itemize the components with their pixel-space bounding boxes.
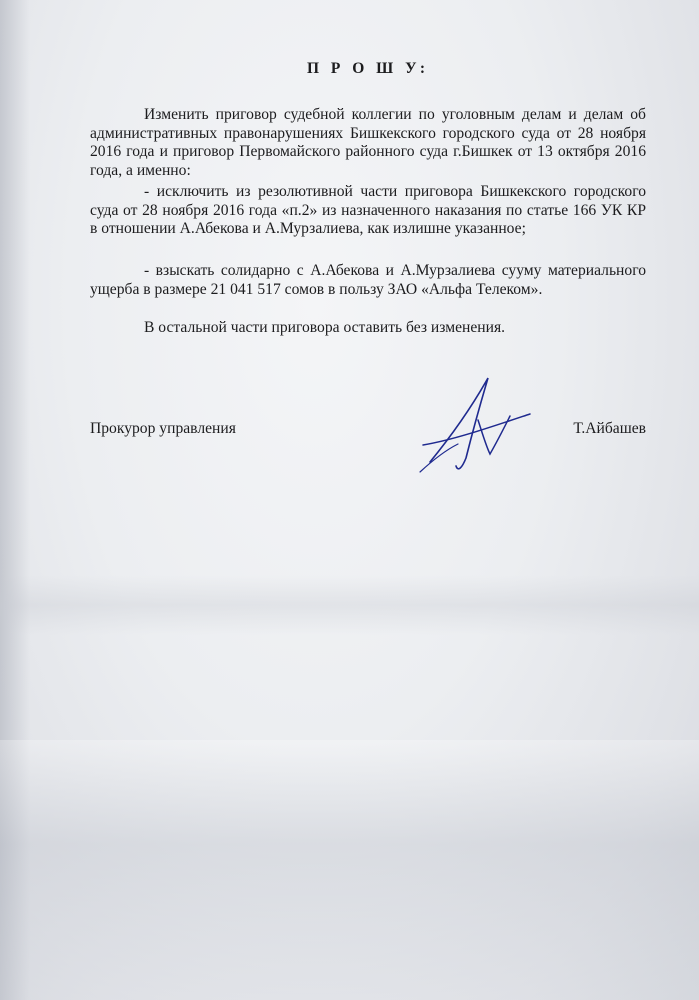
paragraph-request: Изменить приговор судебной коллегии по уголовным делам и делам об административных правонарушениях Бишкекского городского суда от 28 ноября 2016 года и приговор Первомайского районного суда г.Бишкек от 13 октября 2016 года, а именно: <box>90 106 646 179</box>
paper-fold <box>0 740 699 1000</box>
paragraph-exclude-item: - исключить из резолютивной части приговора Бишкекского городского суда от 28 ноября 2016 года «п.2» из назначенного наказания по статье 166 УК КР в отношении А.Абекова и А.Мурзалиева, как излишне указанное; <box>90 183 646 237</box>
signatory-title: Прокурор управления <box>90 420 236 437</box>
handwritten-signature <box>418 370 538 480</box>
paragraph-recover-damages: - взыскать солидарно с А.Абекова и А.Мурзалиева сууму материального ущерба в размере 21 041 517 сомов в пользу ЗАО «Альфа Телеком». <box>90 262 646 298</box>
signature-block <box>90 420 646 440</box>
document-heading: П Р О Ш У: <box>306 60 430 77</box>
signatory-name: Т.Айбашев <box>573 420 646 437</box>
paragraph-remainder: В остальной части приговора оставить без изменения. <box>144 319 506 336</box>
paper-fold <box>0 575 699 635</box>
